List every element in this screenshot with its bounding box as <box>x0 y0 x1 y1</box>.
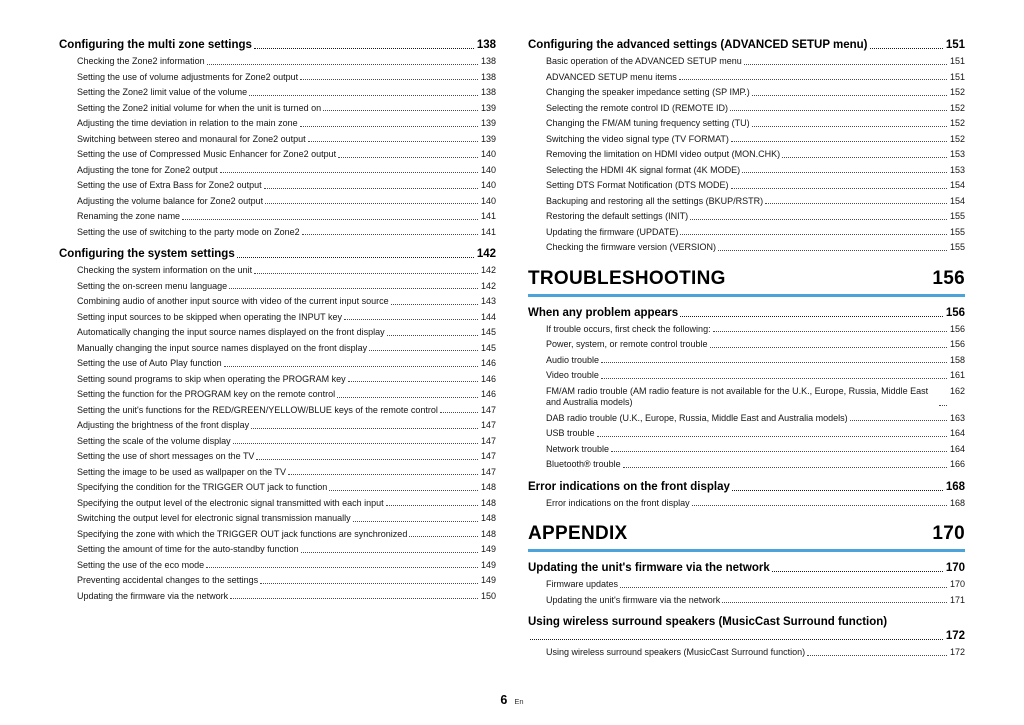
toc-group-page-number: 138 <box>476 39 496 51</box>
toc-group-page-number: 151 <box>945 39 965 51</box>
toc-entry[interactable] <box>77 467 496 479</box>
toc-entry-page-number: 138 <box>480 87 496 97</box>
toc-entry-label: Automatically changing the input source names displayed on the front display <box>77 327 385 337</box>
part-page-number: 156 <box>932 267 965 289</box>
leader-dots <box>256 459 478 460</box>
leader-dots <box>224 366 478 367</box>
toc-entry-page-number: 155 <box>949 226 965 237</box>
toc-entry[interactable] <box>77 149 496 161</box>
toc-entry-label: Setting the unit's functions for the RED/GREEN/YELLOW/BLUE keys of the remote control <box>77 404 438 415</box>
leader-dots <box>692 505 947 506</box>
toc-entry-label: Setting the use of the eco mode <box>77 559 205 570</box>
toc-entry-label: Checking the firmware version (VERSION) <box>546 242 717 252</box>
toc-entry[interactable] <box>546 180 965 192</box>
leader-dots <box>251 428 478 429</box>
toc-entry-label: Removing the limitation on HDMI video output (MON.CHK) <box>546 149 781 159</box>
leader-dots <box>409 536 478 537</box>
leader-dots <box>254 48 474 49</box>
leader-dots <box>391 304 478 305</box>
toc-entry-label: Setting the Zone2 initial volume for when the unit is turned on <box>77 102 322 113</box>
toc-entry-label: Error indications on the front display <box>546 497 690 508</box>
toc-entry-page-number: 142 <box>480 280 496 291</box>
toc-entry-page-number: 166 <box>949 459 965 469</box>
toc-entry-label: Setting sound programs to skip when operating the PROGRAM key <box>77 373 346 384</box>
toc-entry-page-number: 142 <box>480 265 496 275</box>
toc-entry[interactable] <box>77 544 496 556</box>
toc-entry-page-number: 147 <box>480 451 496 461</box>
toc-entry-page-number: 148 <box>480 513 496 523</box>
toc-entry[interactable] <box>546 227 965 239</box>
toc-entry-page-number: 149 <box>480 544 496 554</box>
toc-group-header[interactable] <box>528 306 965 320</box>
toc-entry-label: ADVANCED SETUP menu items <box>546 71 677 82</box>
toc-group-title: Error indications on the front display <box>528 480 730 493</box>
toc-entry-page-number: 153 <box>949 149 965 159</box>
toc-entry[interactable] <box>546 579 965 591</box>
toc-group-page-number: 142 <box>476 248 496 260</box>
toc-entry[interactable] <box>546 339 965 351</box>
toc-entry-label: Changing the FM/AM tuning frequency setting (TU) <box>546 118 750 128</box>
toc-entry-page-number: 164 <box>949 443 965 454</box>
toc-entry-page-number: 154 <box>949 195 965 206</box>
leader-dots <box>344 319 478 320</box>
toc-entry-page-number: 144 <box>480 311 496 322</box>
toc-entry[interactable] <box>546 103 965 115</box>
toc-entry[interactable] <box>546 165 965 177</box>
toc-group <box>528 38 965 254</box>
toc-group <box>528 480 965 510</box>
toc-entry[interactable] <box>546 459 965 471</box>
leader-dots <box>718 250 947 251</box>
toc-entry[interactable] <box>77 436 496 448</box>
toc-entry-page-number: 148 <box>480 497 496 508</box>
leader-dots <box>220 172 478 173</box>
toc-entry-page-number: 147 <box>480 435 496 446</box>
leader-dots <box>623 467 947 468</box>
leader-dots <box>679 79 947 80</box>
toc-entries <box>59 265 496 602</box>
toc-entry-page-number: 158 <box>949 354 965 365</box>
toc-entry-page-number: 149 <box>480 575 496 585</box>
toc-entry-page-number: 139 <box>480 118 496 128</box>
toc-entry-label: Updating the firmware via the network <box>77 590 229 601</box>
leader-dots <box>597 436 947 437</box>
part-heading[interactable] <box>528 268 965 297</box>
toc-entry[interactable] <box>77 281 496 293</box>
leader-dots <box>611 451 947 452</box>
toc-entry[interactable] <box>546 134 965 146</box>
toc-entry-label: Setting the use of Auto Play function <box>77 358 222 368</box>
leader-dots <box>807 655 947 656</box>
toc-group-header[interactable] <box>59 38 496 52</box>
toc-entry[interactable] <box>77 482 496 494</box>
toc-entry-page-number: 139 <box>480 133 496 144</box>
toc-entry[interactable] <box>77 560 496 572</box>
toc-entry-label: Selecting the HDMI 4K signal format (4K MODE) <box>546 164 741 175</box>
toc-entry[interactable] <box>546 118 965 130</box>
toc-entry[interactable] <box>77 529 496 541</box>
toc-entry[interactable] <box>77 56 496 68</box>
part-title: TROUBLESHOOTING <box>528 267 726 289</box>
toc-entry[interactable] <box>77 196 496 208</box>
toc-entry-page-number: 152 <box>949 102 965 113</box>
leader-dots <box>264 188 478 189</box>
toc-entry-page-number: 170 <box>949 579 965 589</box>
toc-entry[interactable] <box>77 72 496 84</box>
toc-entry[interactable] <box>77 358 496 370</box>
toc-entry-label: Changing the speaker impedance setting (SP IMP.) <box>546 87 750 97</box>
toc-group <box>528 615 965 659</box>
toc-entry[interactable] <box>77 575 496 587</box>
leader-dots <box>229 288 478 289</box>
leader-dots <box>713 331 947 332</box>
toc-entry[interactable] <box>77 389 496 401</box>
toc-group-header[interactable] <box>59 247 496 261</box>
toc-entry[interactable] <box>77 327 496 339</box>
toc-group-title: When any problem appears <box>528 306 679 319</box>
toc-entry-label: Adjusting the tone for Zone2 output <box>77 164 218 175</box>
toc-entries <box>528 56 965 254</box>
toc-group-title: Configuring the system settings <box>59 248 235 260</box>
toc-entry[interactable] <box>546 242 965 254</box>
toc-group-page-number: 156 <box>945 306 965 319</box>
leader-dots <box>752 95 947 96</box>
toc-entry[interactable] <box>546 355 965 367</box>
toc-group-page-number: 170 <box>945 562 965 574</box>
leader-dots <box>233 443 478 444</box>
toc-entry-page-number: 164 <box>949 428 965 438</box>
toc-group-title: Configuring the advanced settings (ADVANCED SETUP menu) <box>528 39 868 51</box>
leader-dots <box>300 126 478 127</box>
toc-entry[interactable] <box>546 413 965 425</box>
toc-entry[interactable] <box>546 211 965 223</box>
leader-dots <box>530 639 943 640</box>
leader-dots <box>731 188 947 189</box>
toc-entry[interactable] <box>77 103 496 115</box>
toc-entry-label: Setting the on-screen menu language <box>77 280 228 291</box>
toc-entry-label: Selecting the remote control ID (REMOTE ID) <box>546 102 729 113</box>
toc-entry-label: Video trouble <box>546 370 599 380</box>
toc-entry[interactable] <box>546 324 965 336</box>
toc-group-header[interactable] <box>528 615 965 643</box>
leader-dots <box>353 521 478 522</box>
toc-entry-page-number: 145 <box>480 342 496 353</box>
toc-entry-label: Switching the video signal type (TV FORMAT) <box>546 133 729 144</box>
toc-entry-page-number: 162 <box>949 385 965 396</box>
toc-entry-label: Adjusting the time deviation in relation to the main zone <box>77 118 298 128</box>
leader-dots <box>601 362 947 363</box>
toc-entry-page-number: 140 <box>480 180 496 190</box>
toc-entries <box>59 56 496 238</box>
toc-group-title: Updating the unit's firmware via the network <box>528 562 770 574</box>
toc-entry-page-number: 163 <box>949 412 965 423</box>
toc-entry[interactable] <box>77 180 496 192</box>
toc-entry-label: Setting the use of short messages on the TV <box>77 451 255 461</box>
toc-entry-page-number: 140 <box>480 149 496 159</box>
toc-entry[interactable] <box>546 370 965 382</box>
leader-dots <box>939 405 947 406</box>
toc-entry-label: Setting DTS Format Notification (DTS MODE) <box>546 180 729 190</box>
leader-dots <box>206 567 478 568</box>
toc-entry-page-number: 147 <box>480 420 496 430</box>
toc-entry-page-number: 161 <box>949 370 965 380</box>
toc-group <box>528 306 965 471</box>
toc-entry-label: Restoring the default settings (INIT) <box>546 211 689 221</box>
toc-entry-page-number: 155 <box>949 211 965 221</box>
leader-dots <box>744 64 947 65</box>
toc-entry[interactable] <box>546 87 965 99</box>
leader-dots <box>680 234 947 235</box>
toc-entry-label: Backuping and restoring all the settings (BKUP/RSTR) <box>546 195 764 206</box>
toc-entry-page-number: 141 <box>480 226 496 237</box>
toc-entry[interactable] <box>77 498 496 510</box>
toc-entry[interactable] <box>546 498 965 510</box>
toc-entry[interactable] <box>77 451 496 463</box>
leader-dots <box>369 350 478 351</box>
toc-entry-page-number: 138 <box>480 71 496 82</box>
leader-dots <box>680 316 943 317</box>
toc-entry-page-number: 148 <box>480 528 496 539</box>
leader-dots <box>710 347 947 348</box>
leader-dots <box>730 110 947 111</box>
part-title: APPENDIX <box>528 523 628 544</box>
toc-entry[interactable] <box>546 196 965 208</box>
leader-dots <box>387 335 478 336</box>
toc-entries <box>528 498 965 510</box>
toc-entries <box>528 579 965 606</box>
toc-entry-page-number: 156 <box>949 339 965 349</box>
toc-entry-page-number: 172 <box>949 647 965 657</box>
toc-entry-page-number: 152 <box>949 118 965 128</box>
toc-entry-page-number: 143 <box>480 296 496 306</box>
leader-dots <box>182 219 478 220</box>
toc-entry-label: Checking the system information on the unit <box>77 265 253 275</box>
toc-entry-page-number: 152 <box>949 87 965 97</box>
toc-entry[interactable] <box>546 647 965 659</box>
toc-entry-page-number: 147 <box>480 404 496 415</box>
toc-entry-label: DAB radio trouble (U.K., Europe, Russia, Middle East and Australia models) <box>546 412 848 423</box>
toc-entry-label: USB trouble <box>546 428 595 438</box>
toc-group-page-number: 172 <box>945 630 965 642</box>
toc-group <box>528 561 965 606</box>
toc-entry[interactable] <box>77 420 496 432</box>
toc-entry[interactable] <box>77 296 496 308</box>
toc-group-header[interactable] <box>528 38 965 52</box>
leader-dots <box>323 110 478 111</box>
toc-entry-label: Combining audio of another input source with video of the current input source <box>77 296 389 306</box>
toc-entry[interactable] <box>77 211 496 223</box>
leader-dots <box>288 474 478 475</box>
leader-dots <box>265 203 478 204</box>
toc-entry-label: Preventing accidental changes to the settings <box>77 575 259 585</box>
part-page-number: 170 <box>932 523 965 544</box>
toc-group-header[interactable] <box>528 561 965 575</box>
leader-dots <box>690 219 947 220</box>
page-number: 6 <box>500 693 508 707</box>
leader-dots <box>765 203 947 204</box>
toc-entry[interactable] <box>77 405 496 417</box>
toc-group <box>59 38 496 238</box>
toc-entry-page-number: 148 <box>480 482 496 492</box>
toc-entry-page-number: 149 <box>480 559 496 570</box>
leader-dots <box>752 126 947 127</box>
toc-entry-label: Setting the Zone2 limit value of the volume <box>77 87 248 97</box>
toc-entry-page-number: 146 <box>480 373 496 384</box>
toc-entry[interactable] <box>77 134 496 146</box>
toc-entry-page-number: 147 <box>480 466 496 477</box>
toc-entry-page-number: 146 <box>480 358 496 368</box>
toc-entry-label: Setting the use of switching to the party mode on Zone2 <box>77 226 300 237</box>
leader-dots <box>731 141 947 142</box>
toc-entry-label: Updating the firmware (UPDATE) <box>546 226 679 237</box>
toc-entry-label: Power, system, or remote control trouble <box>546 339 708 349</box>
toc-column-left <box>59 38 496 606</box>
toc-entry-label: Switching the output level for electronic signal transmission manually <box>77 513 351 523</box>
toc-entries <box>528 647 965 659</box>
toc-group <box>59 247 496 602</box>
toc-entry[interactable] <box>77 87 496 99</box>
toc-entry-label: Setting the image to be used as wallpaper on the TV <box>77 466 286 477</box>
toc-entry[interactable] <box>77 227 496 239</box>
toc-entry-page-number: 140 <box>480 195 496 206</box>
toc-entry[interactable] <box>77 343 496 355</box>
leader-dots <box>300 79 478 80</box>
toc-entry[interactable] <box>77 513 496 525</box>
toc-entry-label: Updating the unit's firmware via the network <box>546 594 721 605</box>
toc-entry-page-number: 151 <box>949 71 965 82</box>
toc-entry-label: Switching between stereo and monaural for Zone2 output <box>77 133 306 144</box>
leader-dots <box>207 64 478 65</box>
toc-entry-page-number: 171 <box>949 594 965 605</box>
leader-dots <box>772 571 943 572</box>
toc-group-title: Configuring the multi zone settings <box>59 39 252 51</box>
toc-entry-page-number: 151 <box>949 56 965 66</box>
toc-entry-label: Renaming the zone name <box>77 211 181 221</box>
leader-dots <box>301 552 478 553</box>
toc-entry[interactable] <box>546 72 965 84</box>
toc-entry-label: Network trouble <box>546 443 610 454</box>
toc-entry-label: Specifying the output level of the electronic signal transmitted with each input <box>77 497 384 508</box>
toc-entry[interactable] <box>77 118 496 130</box>
leader-dots <box>601 378 947 379</box>
leader-dots <box>850 420 947 421</box>
toc-entry[interactable] <box>77 374 496 386</box>
leader-dots <box>386 505 478 506</box>
leader-dots <box>237 257 474 258</box>
toc-entry-page-number: 156 <box>949 323 965 334</box>
toc-entry[interactable] <box>546 149 965 161</box>
toc-entry[interactable] <box>546 56 965 68</box>
leader-dots <box>302 234 478 235</box>
toc-entry[interactable] <box>546 444 965 456</box>
toc-entry-label: Checking the Zone2 information <box>77 56 205 66</box>
toc-entry-page-number: 153 <box>949 164 965 175</box>
toc-entry[interactable] <box>546 386 965 409</box>
leader-dots <box>338 157 478 158</box>
toc-entry-label: Setting the use of Compressed Music Enhancer for Zone2 output <box>77 149 337 159</box>
toc-entry[interactable] <box>546 428 965 440</box>
language-label: En <box>514 697 524 706</box>
leader-dots <box>620 587 947 588</box>
toc-entry-label: Using wireless surround speakers (MusicCast Surround function) <box>546 647 806 657</box>
part-heading[interactable] <box>528 523 965 552</box>
toc-entry-label: Adjusting the brightness of the front display <box>77 420 250 430</box>
toc-entry-page-number: 145 <box>480 327 496 337</box>
toc-entry[interactable] <box>77 265 496 277</box>
toc-entry-label: Setting input sources to be skipped when operating the INPUT key <box>77 311 342 322</box>
toc-entries <box>528 324 965 471</box>
toc-entry-page-number: 141 <box>480 211 496 221</box>
toc-entry-label: Bluetooth® trouble <box>546 459 621 469</box>
toc-group-header[interactable] <box>528 480 965 494</box>
leader-dots <box>732 490 943 491</box>
leader-dots <box>254 273 478 274</box>
toc-entry-label: FM/AM radio trouble (AM radio feature is not available for the U.K., Europe, Russia, Middle East and Australia models) <box>546 385 929 407</box>
leader-dots <box>782 157 947 158</box>
toc-entry-label: Setting the use of Extra Bass for Zone2 output <box>77 180 262 190</box>
toc-entry-page-number: 168 <box>949 497 965 508</box>
toc-entry-label: Setting the use of volume adjustments for Zone2 output <box>77 71 299 82</box>
toc-entry-label: Setting the scale of the volume display <box>77 435 231 446</box>
toc-entry[interactable] <box>77 165 496 177</box>
leader-dots <box>260 583 478 584</box>
leader-dots <box>230 598 478 599</box>
leader-dots <box>742 172 947 173</box>
toc-entry-label: Firmware updates <box>546 579 619 589</box>
leader-dots <box>440 412 478 413</box>
toc-entry-label: Manually changing the input source names displayed on the front display <box>77 342 368 353</box>
toc-entry-page-number: 155 <box>949 242 965 252</box>
toc-entry-label: Audio trouble <box>546 354 600 365</box>
toc-group-title: Using wireless surround speakers (MusicCast Surround function) <box>528 616 888 628</box>
toc-entry-label: Setting the function for the PROGRAM key on the remote control <box>77 389 336 399</box>
toc-entry-page-number: 152 <box>949 133 965 144</box>
page-footer <box>0 691 1024 709</box>
toc-entry-label: Basic operation of the ADVANCED SETUP menu <box>546 56 742 66</box>
toc-entry-label: Adjusting the volume balance for Zone2 output <box>77 195 264 206</box>
toc-entry[interactable] <box>77 591 496 603</box>
toc-entry-page-number: 138 <box>480 56 496 66</box>
toc-group-page-number: 168 <box>945 480 965 493</box>
leader-dots <box>337 397 478 398</box>
toc-entry-page-number: 150 <box>480 590 496 601</box>
toc-entry-label: Specifying the zone with which the TRIGGER OUT jack functions are synchronized <box>77 528 408 539</box>
leader-dots <box>870 48 943 49</box>
leader-dots <box>249 95 478 96</box>
leader-dots <box>329 490 478 491</box>
toc-entry[interactable] <box>77 312 496 324</box>
toc-entry-label: Specifying the condition for the TRIGGER OUT jack to function <box>77 482 328 492</box>
toc-entry[interactable] <box>546 595 965 607</box>
toc-group-leader-row <box>528 629 965 643</box>
toc-entry-page-number: 154 <box>949 180 965 190</box>
toc-entry-page-number: 139 <box>480 102 496 113</box>
toc-entry-label: Setting the amount of time for the auto-standby function <box>77 544 299 554</box>
toc-entry-page-number: 140 <box>480 164 496 175</box>
leader-dots <box>308 141 478 142</box>
leader-dots <box>348 381 478 382</box>
leader-dots <box>722 602 947 603</box>
toc-column-right <box>528 38 965 663</box>
toc-entry-label: If trouble occurs, first check the following: <box>546 323 711 334</box>
toc-entry-page-number: 146 <box>480 389 496 399</box>
